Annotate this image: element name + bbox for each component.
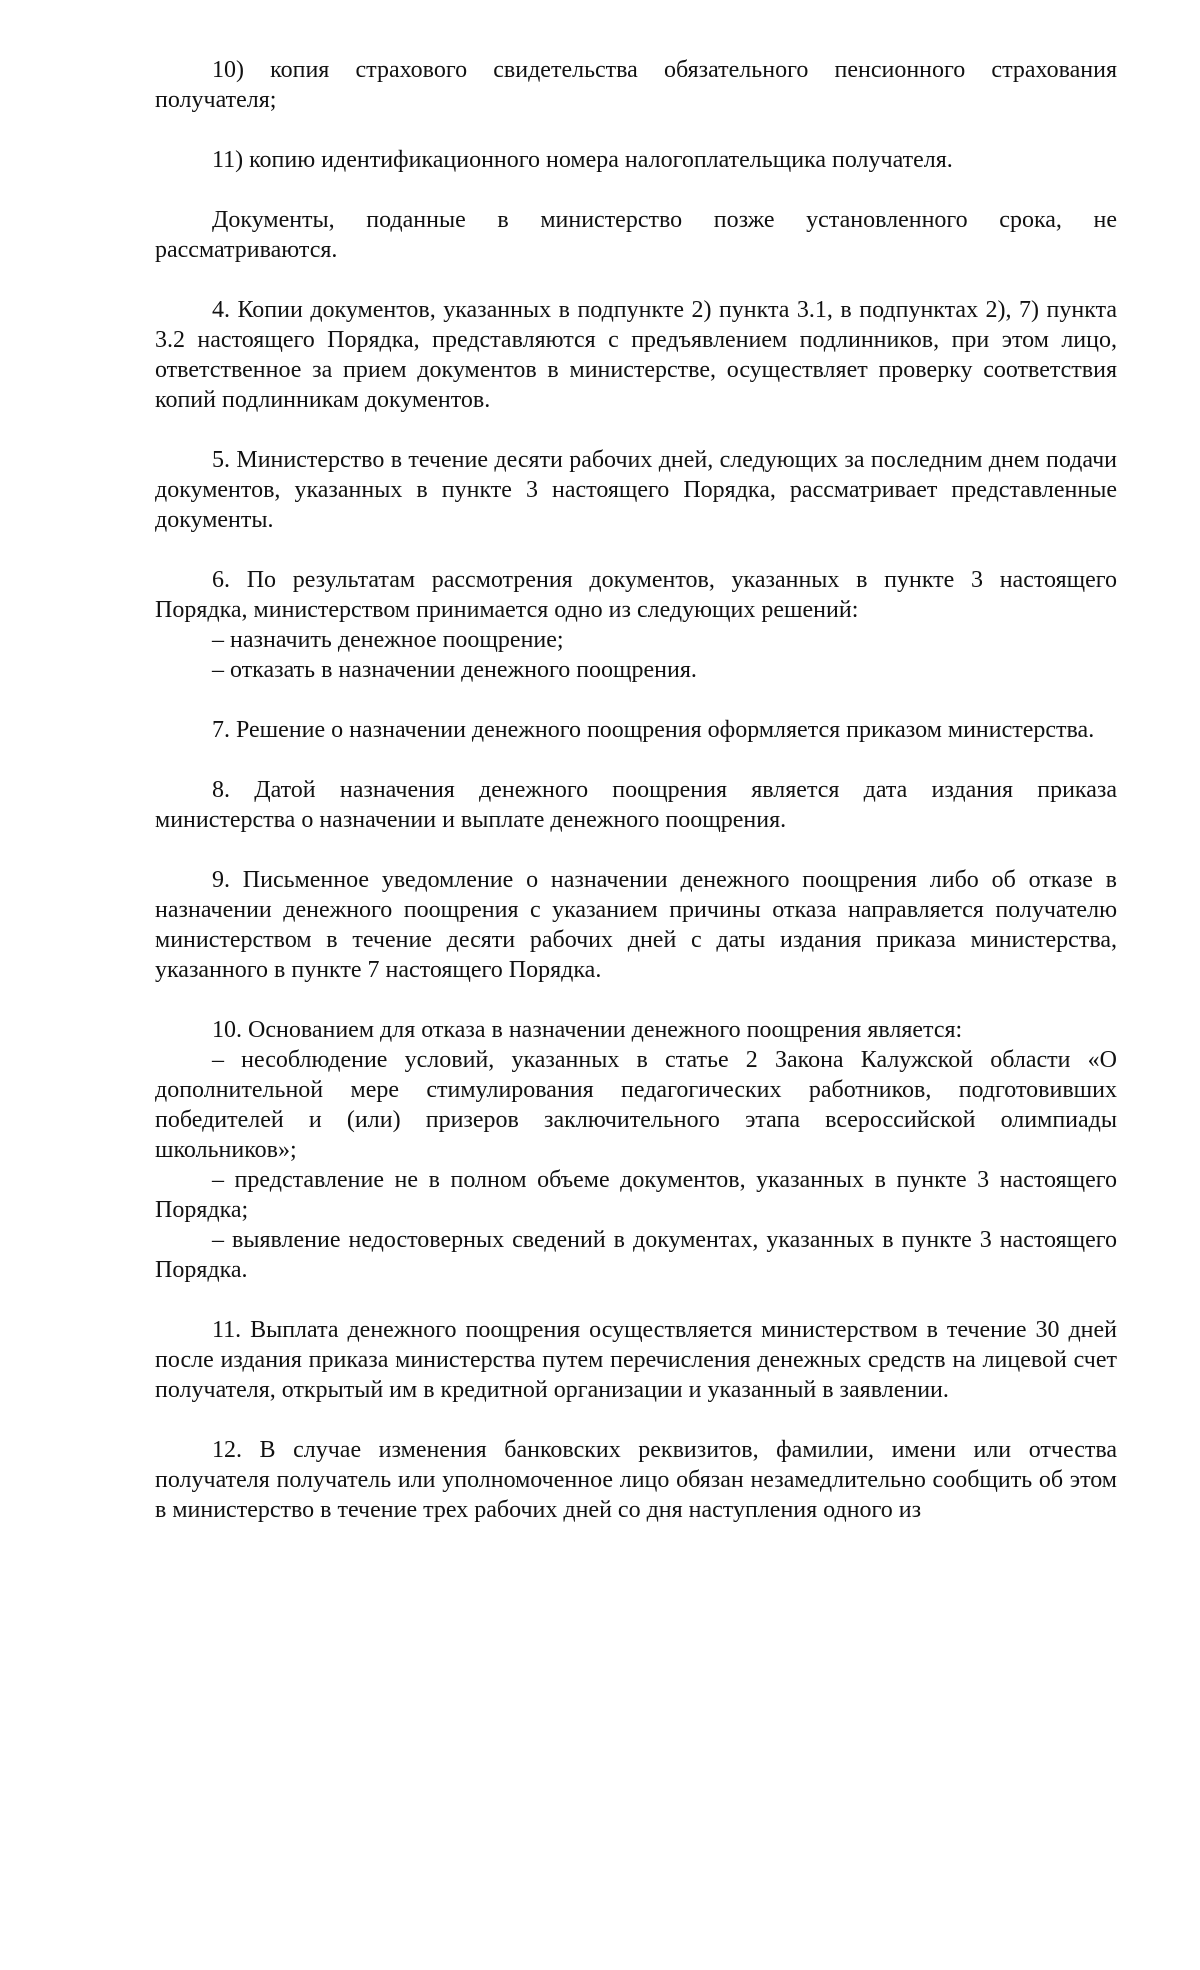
paragraph-4: 4. Копии документов, указанных в подпункте 2) пункта 3.1, в подпунктах 2), 7) пункта 3.2 настоящего Порядка, представляются с предъявлением подлинников, при этом лицо, ответственное за прием документов в министерстве, осуществляет проверку соответствия копий подлинникам документов.: [155, 297, 1117, 413]
paragraph-10: [155, 1015, 1117, 1285]
paragraph-6-intro: 6. По результатам рассмотрения документов, указанных в пункте 3 настоящего Порядка, министерством принимается одно из следующих решений:: [155, 567, 1117, 623]
late-documents-note: Документы, поданные в министерство позже установленного срока, не рассматриваются.: [155, 207, 1117, 263]
paragraph-6-option: – назначить денежное поощрение;: [212, 627, 564, 653]
document-page: [155, 55, 1117, 1555]
paragraph-7: 7. Решение о назначении денежного поощрения оформляется приказом министерства.: [212, 717, 1095, 743]
paragraph-10-reason: – выявление недостоверных сведений в документах, указанных в пункте 3 настоящего Порядка.: [155, 1227, 1117, 1283]
item-10: 10) копия страхового свидетельства обязательного пенсионного страхования получателя;: [155, 57, 1117, 113]
paragraph-8: 8. Датой назначения денежного поощрения является дата издания приказа министерства о назначении и выплате денежного поощрения.: [155, 777, 1117, 833]
paragraph-5: 5. Министерство в течение десяти рабочих дней, следующих за последним днем подачи документов, указанных в пункте 3 настоящего Порядка, рассматривает представленные документы.: [155, 447, 1117, 533]
paragraph-10-reason: – несоблюдение условий, указанных в статье 2 Закона Калужской области «О дополнительной мере стимулирования педагогических работников, подготовивших победителей и (или) призеров заключительного этапа всероссийской олимпиады школьников»;: [155, 1047, 1117, 1163]
paragraph-6: [155, 565, 1117, 685]
paragraph-10-reason: – представление не в полном объеме документов, указанных в пункте 3 настоящего Порядка;: [155, 1167, 1117, 1223]
paragraph-12: 12. В случае изменения банковских реквизитов, фамилии, имени или отчества получателя получатель или уполномоченное лицо обязан незамедлительно сообщить об этом в министерство в течение трех рабочих дней со дня наступления одного из: [155, 1437, 1117, 1523]
paragraph-9: 9. Письменное уведомление о назначении денежного поощрения либо об отказе в назначении денежного поощрения с указанием причины отказа направляется получателю министерством в течение десяти рабочих дней с даты издания приказа министерства, указанного в пункте 7 настоящего Порядка.: [155, 867, 1117, 983]
item-11: 11) копию идентификационного номера налогоплательщика получателя.: [212, 147, 953, 173]
paragraph-11: 11. Выплата денежного поощрения осуществляется министерством в течение 30 дней после издания приказа министерства путем перечисления денежных средств на лицевой счет получателя, открытый им в кредитной организации и указанный в заявлении.: [155, 1317, 1117, 1403]
paragraph-6-option: – отказать в назначении денежного поощрения.: [212, 657, 697, 683]
paragraph-10-intro: 10. Основанием для отказа в назначении денежного поощрения является:: [212, 1017, 963, 1043]
